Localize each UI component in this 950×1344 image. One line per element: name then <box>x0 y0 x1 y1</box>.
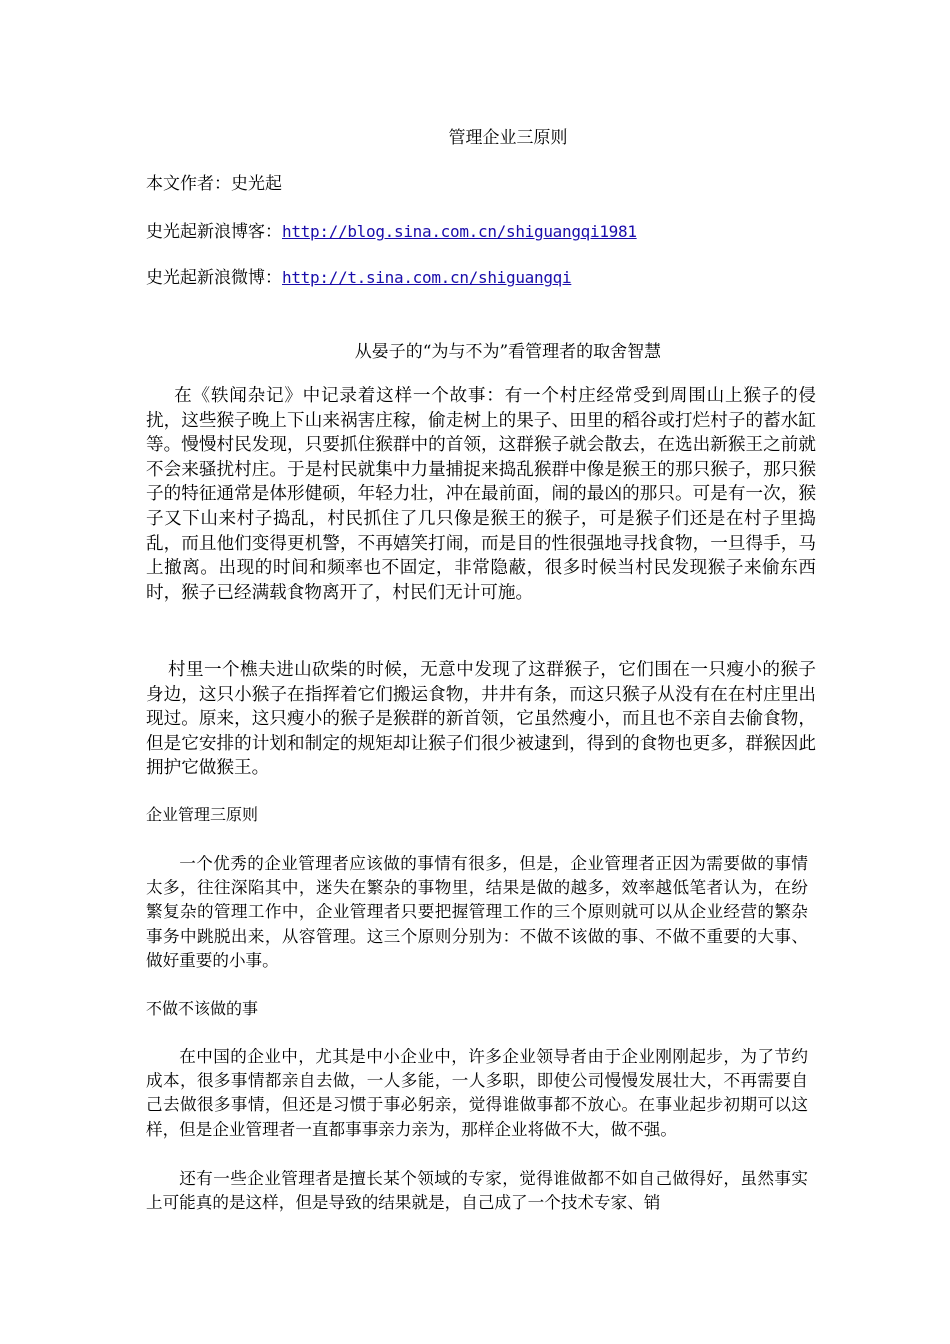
document-title: 管理企业三原则 <box>448 128 568 148</box>
blog-line <box>146 221 637 243</box>
weibo-line <box>146 267 571 289</box>
dont-do-paragraph-1: 在中国的企业中，尤其是中小企业中，许多企业领导者由于企业刚刚起步，为了节约成本，很多事情都亲自去做，一人多能，一人多职，即使公司慢慢发展壮大，不再需要自己去做很多事情，但还是习惯于事必躬亲，觉得谁做事都不放心。在事业起步初期可以这样，但是企业管理者一直都事事亲力亲为，那样企业将做不大，做不强。 <box>146 1047 808 1139</box>
dont-do-paragraph-2: 还有一些企业管理者是擅长某个领域的专家，觉得谁做都不如自己做得好，虽然事实上可能真的是这样，但是导致的结果就是，自己成了一个技术专家、销 <box>146 1169 808 1213</box>
weibo-link[interactable]: http://t.sina.com.cn/shiguangqi <box>282 268 572 287</box>
blog-label: 史光起新浪博客： <box>146 222 282 242</box>
story-paragraph-2: 村里一个樵夫进山砍柴的时候，无意中发现了这群猴子，它们围在一只瘦小的猴子身边，这只小猴子在指挥着它们搬运食物，井井有条，而这只猴子从没有在在村庄里出现过。原来，这只瘦小的猴子是猴群的新首领，它虽然瘦小，而且也不亲自去偷食物，但是它安排的计划和制定的规矩却让猴子们很少被逮到，得到的食物也更多，群猴因此拥护它做猴王。 <box>146 660 816 779</box>
author-line: 本文作者：史光起 <box>146 174 282 194</box>
principles-paragraph: 一个优秀的企业管理者应该做的事情有很多，但是，企业管理者正因为需要做的事情太多，往往深陷其中，迷失在繁杂的事物里，结果是做的越多，效率越低笔者认为，在纷繁复杂的管理工作中，企业管理者只要把握管理工作的三个原则就可以从企业经营的繁杂事务中跳脱出来，从容管理。这三个原则分别为：不做不该做的事、不做不重要的大事、做好重要的小事。 <box>146 854 808 970</box>
blog-link[interactable]: http://blog.sina.com.cn/shiguangqi1981 <box>282 222 637 241</box>
weibo-label: 史光起新浪微博： <box>146 268 282 288</box>
section-heading-dont-do: 不做不该做的事 <box>146 999 259 1018</box>
story-paragraph-1: 在《轶闻杂记》中记录着这样一个故事：有一个村庄经常受到周围山上猴子的侵扰，这些猴子晚上下山来祸害庄稼，偷走树上的果子、田里的稻谷或打烂村子的蓄水缸等。慢慢村民发现，只要抓住猴群中的首领，这群猴子就会散去，在选出新猴王之前就不会来骚扰村庄。于是村民就集中力量捕捉来捣乱猴群中像是猴王的那只猴子，那只猴子的特征通常是体形健硕，年轻力壮，冲在最前面，闹的最凶的那只。可是有一次，猴子又下山来村子捣乱，村民抓住了几只像是猴王的猴子，可是猴子们还是在村子里捣乱，而且他们变得更机警，不再嬉笑打闹，而是目的性很强地寻找食物，一旦得手，马上撤离。出现的时间和频率也不固定，非常隐蔽，很多时候当村民发现猴子来偷东西时，猴子已经满载食物离开了，村民们无计可施。 <box>146 386 816 603</box>
section-heading-principles: 企业管理三原则 <box>146 805 259 824</box>
article-title: 从晏子的“为与不为”看管理者的取舍智慧 <box>354 342 662 362</box>
